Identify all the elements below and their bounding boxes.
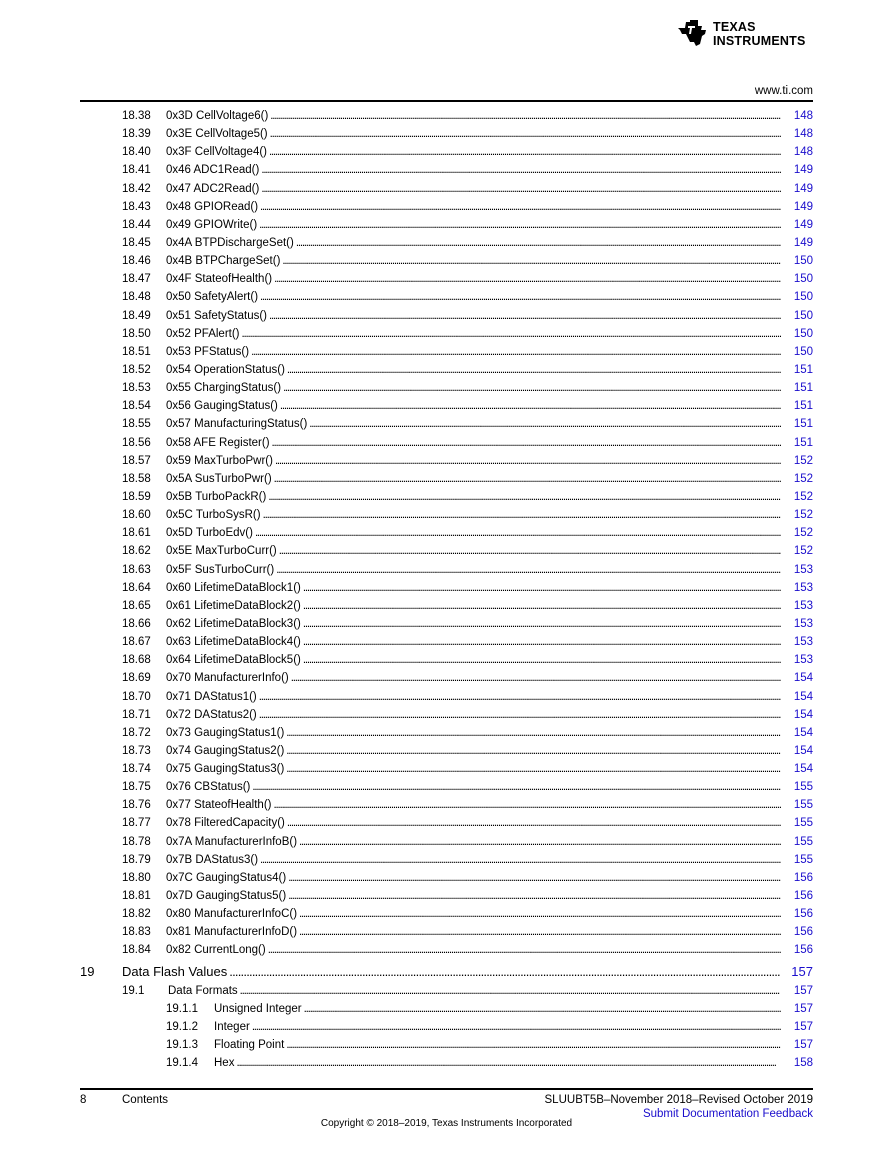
toc-entry-title: 0x5C TurboSysR() bbox=[166, 509, 261, 522]
toc-entry-number: 18.70 bbox=[122, 690, 151, 703]
toc-page-link[interactable]: 148 bbox=[793, 128, 813, 141]
toc-leader-dots bbox=[251, 343, 781, 361]
toc-page-link[interactable]: 153 bbox=[793, 617, 813, 630]
toc-leader-dots bbox=[270, 107, 781, 125]
toc-page-link[interactable]: 157 bbox=[791, 963, 813, 979]
toc-page-link[interactable]: 157 bbox=[793, 1039, 813, 1052]
toc-entry[interactable] bbox=[80, 524, 813, 542]
toc-leader-dots bbox=[287, 814, 781, 832]
toc-page-link[interactable]: 157 bbox=[793, 984, 813, 997]
toc-page-link[interactable]: 156 bbox=[793, 890, 813, 903]
toc-leader-dots bbox=[261, 161, 781, 179]
toc-entry[interactable] bbox=[80, 905, 813, 923]
toc-leader-dots bbox=[268, 488, 781, 506]
toc-leader-dots bbox=[269, 143, 781, 161]
toc-entry-number: 18.72 bbox=[122, 726, 151, 739]
toc-entry-title: 0x70 ManufacturerInfo() bbox=[166, 672, 289, 685]
toc-entry-number: 18.83 bbox=[122, 926, 151, 939]
toc-page-link[interactable]: 152 bbox=[793, 527, 813, 540]
toc-leader-dots bbox=[259, 216, 781, 234]
toc-entry-title: 0x50 SafetyAlert() bbox=[166, 291, 259, 304]
toc-leader-dots bbox=[288, 869, 781, 887]
toc-entry[interactable] bbox=[80, 198, 813, 216]
toc-page-link[interactable]: 151 bbox=[793, 382, 813, 395]
toc-subsection-entry[interactable] bbox=[80, 982, 813, 1000]
toc-entry-number: 18.39 bbox=[122, 128, 151, 141]
toc-leader-dots bbox=[280, 397, 781, 415]
toc-entry[interactable] bbox=[80, 1054, 813, 1072]
toc-entry-number: 18.74 bbox=[122, 763, 151, 776]
toc-entry[interactable] bbox=[80, 633, 813, 651]
toc-entry[interactable] bbox=[80, 180, 813, 198]
toc-entry-number: 18.76 bbox=[122, 799, 151, 812]
toc-entry[interactable] bbox=[80, 869, 813, 887]
toc-page-link[interactable]: 151 bbox=[793, 418, 813, 431]
toc-entry-number: 18.73 bbox=[122, 744, 151, 757]
toc-page-link[interactable]: 151 bbox=[793, 436, 813, 449]
toc-page-link[interactable]: 152 bbox=[793, 454, 813, 467]
toc-page-link[interactable]: 150 bbox=[793, 327, 813, 340]
toc-entry-title: Hex bbox=[214, 1057, 235, 1070]
toc-entry-title: 0x58 AFE Register() bbox=[166, 436, 270, 449]
toc-entry[interactable] bbox=[80, 125, 813, 143]
toc-leader-dots bbox=[268, 941, 781, 959]
toc-entry-number: 18.64 bbox=[122, 581, 151, 594]
toc-leader-dots bbox=[263, 506, 781, 524]
footer-divider bbox=[80, 1088, 813, 1090]
toc-leader-dots bbox=[269, 307, 781, 325]
toc-entry-number: 18.40 bbox=[122, 146, 151, 159]
toc-page-link[interactable]: 155 bbox=[793, 853, 813, 866]
toc-page-link[interactable]: 154 bbox=[793, 726, 813, 739]
toc-entry-title: 0x73 GaugingStatus1() bbox=[166, 726, 285, 739]
toc-entry-title: 0x4F StateofHealth() bbox=[166, 273, 273, 286]
toc-entry[interactable] bbox=[80, 143, 813, 161]
toc-entry[interactable] bbox=[80, 216, 813, 234]
toc-leader-dots bbox=[291, 669, 781, 687]
toc-entry-number: 18.80 bbox=[122, 871, 151, 884]
toc-entry-title: 0x4B BTPChargeSet() bbox=[166, 255, 281, 268]
toc-entry[interactable] bbox=[80, 597, 813, 615]
toc-entry-number: 18.48 bbox=[122, 291, 151, 304]
toc-leader-dots bbox=[260, 851, 781, 869]
toc-entry[interactable] bbox=[80, 760, 813, 778]
toc-entry-title: 0x81 ManufacturerInfoD() bbox=[166, 926, 298, 939]
toc-page-link[interactable]: 153 bbox=[793, 654, 813, 667]
toc-entry-number: 18.62 bbox=[122, 545, 151, 558]
toc-entry-number: 18.84 bbox=[122, 944, 151, 957]
toc-entry-number: 18.46 bbox=[122, 255, 151, 268]
toc-leader-dots bbox=[236, 1054, 781, 1072]
toc-entry[interactable] bbox=[80, 107, 813, 125]
toc-entry-number: 18.44 bbox=[122, 218, 151, 231]
toc-entry-title: 0x76 CBStatus() bbox=[166, 781, 251, 794]
toc-page-link[interactable]: 155 bbox=[793, 781, 813, 794]
toc-entry-title: 0x3E CellVoltage5() bbox=[166, 128, 268, 141]
toc-entry-title: 0x5E MaxTurboCurr() bbox=[166, 545, 277, 558]
toc-entry[interactable] bbox=[80, 307, 813, 325]
footer-section-name: Contents bbox=[122, 1094, 169, 1106]
toc-page-link[interactable]: 149 bbox=[793, 200, 813, 213]
toc-leader-dots bbox=[273, 796, 781, 814]
toc-leader-dots bbox=[272, 434, 781, 452]
toc-entry-title: 0x7C GaugingStatus4() bbox=[166, 871, 287, 884]
toc-entry-title: 0x74 GaugingStatus2() bbox=[166, 744, 285, 757]
toc-entry-number: 18.75 bbox=[122, 781, 151, 794]
toc-page-link[interactable]: 156 bbox=[793, 926, 813, 939]
toc-entry-number: 18.54 bbox=[122, 400, 151, 413]
toc-entry[interactable] bbox=[80, 615, 813, 633]
toc-page-link[interactable]: 149 bbox=[793, 182, 813, 195]
toc-entry-number: 18.57 bbox=[122, 454, 151, 467]
toc-entry[interactable] bbox=[80, 270, 813, 288]
toc-entry[interactable] bbox=[80, 379, 813, 397]
toc-entry-title: 0x5B TurboPackR() bbox=[166, 490, 267, 503]
toc-entry-number: 18.59 bbox=[122, 490, 151, 503]
toc-leader-dots bbox=[303, 651, 781, 669]
toc-entry-number: 18.61 bbox=[122, 527, 151, 540]
toc-page-link[interactable]: 154 bbox=[793, 690, 813, 703]
toc-entry-title: 0x62 LifetimeDataBlock3() bbox=[166, 617, 301, 630]
toc-leader-dots bbox=[242, 325, 782, 343]
toc-entry-number: 18.53 bbox=[122, 382, 151, 395]
toc-leader-dots bbox=[303, 615, 781, 633]
toc-page-link[interactable]: 150 bbox=[793, 273, 813, 286]
toc-entry-title: Data Flash Values bbox=[122, 963, 228, 979]
toc-entry-title: 0x75 GaugingStatus3() bbox=[166, 763, 285, 776]
toc-entry-title: 0x71 DAStatus1() bbox=[166, 690, 257, 703]
toc-page-link[interactable]: 158 bbox=[793, 1057, 813, 1070]
toc-entry-title: 0x54 OperationStatus() bbox=[166, 363, 285, 376]
toc-entry-number: 18.68 bbox=[122, 654, 151, 667]
toc-entry-title: 0x4A BTPDischargeSet() bbox=[166, 236, 294, 249]
toc-leader-dots bbox=[240, 982, 781, 1000]
toc-entry[interactable] bbox=[80, 669, 813, 687]
toc-page-link[interactable]: 150 bbox=[793, 309, 813, 322]
toc-entry-number: 19.1.3 bbox=[166, 1039, 198, 1052]
toc-entry[interactable] bbox=[80, 887, 813, 905]
toc-entry[interactable] bbox=[80, 361, 813, 379]
toc-entry-number: 18.71 bbox=[122, 708, 151, 721]
toc-entry-number: 18.60 bbox=[122, 509, 151, 522]
toc-leader-dots bbox=[283, 379, 781, 397]
toc-page-link[interactable]: 154 bbox=[793, 763, 813, 776]
toc-page-link[interactable]: 154 bbox=[793, 708, 813, 721]
toc-entry[interactable] bbox=[80, 851, 813, 869]
toc-subsubsection-entries bbox=[80, 1000, 813, 1073]
toc-entry-number: 18.69 bbox=[122, 672, 151, 685]
table-of-contents bbox=[80, 107, 813, 1072]
toc-entry-title: 0x5F SusTurboCurr() bbox=[166, 563, 275, 576]
toc-page-link[interactable]: 149 bbox=[793, 218, 813, 231]
toc-leader-dots bbox=[252, 1018, 781, 1036]
toc-leader-dots bbox=[260, 288, 781, 306]
toc-entry[interactable] bbox=[80, 488, 813, 506]
toc-leader-dots bbox=[286, 1036, 781, 1054]
toc-page-link[interactable]: 153 bbox=[793, 636, 813, 649]
toc-leader-dots bbox=[296, 234, 781, 252]
toc-entry-title: Unsigned Integer bbox=[214, 1002, 302, 1015]
toc-page-link[interactable]: 150 bbox=[793, 345, 813, 358]
toc-leader-dots bbox=[282, 252, 781, 270]
toc-leader-dots bbox=[303, 633, 781, 651]
toc-entry-title: 0x64 LifetimeDataBlock5() bbox=[166, 654, 301, 667]
toc-entry-title: 0x72 DAStatus2() bbox=[166, 708, 257, 721]
toc-entry[interactable] bbox=[80, 1000, 813, 1018]
toc-entry-number: 18.49 bbox=[122, 309, 151, 322]
toc-entry[interactable] bbox=[80, 542, 813, 560]
toc-leader-dots bbox=[299, 833, 781, 851]
toc-entry-title: 0x63 LifetimeDataBlock4() bbox=[166, 636, 301, 649]
toc-leader-dots bbox=[286, 724, 781, 742]
toc-entry[interactable] bbox=[80, 470, 813, 488]
toc-leader-dots bbox=[287, 361, 781, 379]
toc-leader-dots bbox=[274, 270, 781, 288]
toc-entry-title: 0x80 ManufacturerInfoC() bbox=[166, 908, 298, 921]
toc-page-link[interactable]: 154 bbox=[793, 672, 813, 685]
toc-entry-number: 18.56 bbox=[122, 436, 151, 449]
toc-entry[interactable] bbox=[80, 1036, 813, 1054]
toc-entry-number: 18.55 bbox=[122, 418, 151, 431]
toc-entry-title: 0x56 GaugingStatus() bbox=[166, 400, 278, 413]
toc-leader-dots bbox=[279, 542, 781, 560]
toc-entry-number: 18.58 bbox=[122, 472, 151, 485]
toc-entry-number: 18.45 bbox=[122, 236, 151, 249]
toc-entry[interactable] bbox=[80, 778, 813, 796]
toc-leader-dots bbox=[260, 198, 781, 216]
toc-entry-number: 18.42 bbox=[122, 182, 151, 195]
toc-entry[interactable] bbox=[80, 452, 813, 470]
toc-entry-number: 18.43 bbox=[122, 200, 151, 213]
toc-entry[interactable] bbox=[80, 941, 813, 959]
toc-page-link[interactable]: 149 bbox=[793, 164, 813, 177]
toc-leader-dots bbox=[259, 688, 781, 706]
toc-entry-title: 0x59 MaxTurboPwr() bbox=[166, 454, 273, 467]
toc-entry-title: 0x3F CellVoltage4() bbox=[166, 146, 267, 159]
toc-leader-dots bbox=[229, 962, 781, 982]
toc-entry-number: 18.79 bbox=[122, 853, 151, 866]
toc-entries bbox=[80, 107, 813, 960]
toc-entry-number: 18.47 bbox=[122, 273, 151, 286]
toc-entry[interactable] bbox=[80, 706, 813, 724]
toc-entry-title: 0x77 StateofHealth() bbox=[166, 799, 272, 812]
toc-page-link[interactable]: 151 bbox=[793, 400, 813, 413]
toc-leader-dots bbox=[299, 923, 781, 941]
toc-leader-dots bbox=[259, 706, 781, 724]
toc-entry-number: 19.1.1 bbox=[166, 1002, 198, 1015]
toc-leader-dots bbox=[252, 778, 781, 796]
toc-entry[interactable] bbox=[80, 234, 813, 252]
toc-entry[interactable] bbox=[80, 434, 813, 452]
toc-entry[interactable] bbox=[80, 833, 813, 851]
toc-entry-number: 18.82 bbox=[122, 908, 151, 921]
submit-feedback-link[interactable]: Submit Documentation Feedback bbox=[642, 1108, 813, 1120]
toc-entry-number: 18.78 bbox=[122, 835, 151, 848]
toc-page-link[interactable]: 152 bbox=[793, 472, 813, 485]
toc-page-link[interactable]: 153 bbox=[793, 563, 813, 576]
toc-entry-number: 18.67 bbox=[122, 636, 151, 649]
toc-entry-title: 0x51 SafetyStatus() bbox=[166, 309, 267, 322]
toc-entry[interactable] bbox=[80, 252, 813, 270]
toc-page-link[interactable]: 155 bbox=[793, 817, 813, 830]
toc-leader-dots bbox=[288, 887, 781, 905]
toc-leader-dots bbox=[270, 125, 781, 143]
toc-page-link[interactable]: 155 bbox=[793, 799, 813, 812]
toc-entry-title: 0x7A ManufacturerInfoB() bbox=[166, 835, 298, 848]
toc-entry-title: 0x3D CellVoltage6() bbox=[166, 110, 269, 122]
toc-entry[interactable] bbox=[80, 651, 813, 669]
toc-entry[interactable] bbox=[80, 814, 813, 832]
toc-page-link[interactable]: 148 bbox=[793, 146, 813, 159]
toc-entry[interactable] bbox=[80, 724, 813, 742]
toc-page-link[interactable]: 157 bbox=[793, 1002, 813, 1015]
toc-entry-title: 0x47 ADC2Read() bbox=[166, 182, 260, 195]
toc-entry-title: 0x48 GPIORead() bbox=[166, 200, 259, 213]
ti-logo bbox=[676, 18, 816, 50]
toc-entry[interactable] bbox=[80, 688, 813, 706]
toc-entry-title: 0x46 ADC1Read() bbox=[166, 164, 260, 177]
toc-entry[interactable] bbox=[80, 1018, 813, 1036]
toc-entry-title: 0x5A SusTurboPwr() bbox=[166, 472, 272, 485]
toc-leader-dots bbox=[309, 415, 781, 433]
toc-leader-dots bbox=[303, 579, 781, 597]
toc-page-link[interactable]: 156 bbox=[793, 908, 813, 921]
toc-page-link[interactable]: 156 bbox=[793, 871, 813, 884]
toc-entry-number: 18.41 bbox=[122, 164, 151, 177]
toc-entry[interactable] bbox=[80, 796, 813, 814]
toc-entry-number: 18.81 bbox=[122, 890, 151, 903]
toc-page-link[interactable]: 156 bbox=[793, 944, 813, 957]
footer-copyright: Copyright © 2018–2019, Texas Instruments Incorporated bbox=[320, 1118, 573, 1129]
logo-text-instruments: INSTRUMENTS bbox=[713, 34, 806, 48]
footer-document-info: SLUUBT5B–November 2018–Revised October 2019 bbox=[544, 1094, 813, 1106]
toc-leader-dots bbox=[303, 597, 781, 615]
toc-entry-title: Integer bbox=[214, 1020, 250, 1033]
toc-page-link[interactable]: 153 bbox=[793, 581, 813, 594]
toc-entry[interactable] bbox=[80, 343, 813, 361]
toc-entry-number: 19.1 bbox=[122, 984, 145, 997]
toc-page-link[interactable]: 150 bbox=[793, 255, 813, 268]
toc-leader-dots bbox=[286, 742, 781, 760]
toc-leader-dots bbox=[299, 905, 781, 923]
toc-leader-dots bbox=[261, 180, 781, 198]
toc-entry-number: 18.77 bbox=[122, 817, 151, 830]
header-url[interactable]: www.ti.com bbox=[754, 85, 813, 97]
toc-page-link[interactable]: 153 bbox=[793, 599, 813, 612]
toc-entry[interactable] bbox=[80, 742, 813, 760]
toc-entry-number: 18.65 bbox=[122, 599, 151, 612]
toc-entry-number: 18.63 bbox=[122, 563, 151, 576]
header-divider bbox=[80, 100, 813, 102]
toc-entry-number: 18.51 bbox=[122, 345, 151, 358]
toc-page-link[interactable]: 150 bbox=[793, 291, 813, 304]
toc-entry[interactable] bbox=[80, 579, 813, 597]
toc-entry-number: 18.52 bbox=[122, 363, 151, 376]
toc-entry-number: 18.50 bbox=[122, 327, 151, 340]
toc-entry[interactable] bbox=[80, 415, 813, 433]
toc-page-link[interactable]: 152 bbox=[793, 490, 813, 503]
toc-leader-dots bbox=[255, 524, 781, 542]
toc-entry-title: 0x61 LifetimeDataBlock2() bbox=[166, 599, 301, 612]
toc-leader-dots bbox=[304, 1000, 781, 1018]
toc-entry[interactable] bbox=[80, 506, 813, 524]
toc-page-link[interactable]: 151 bbox=[793, 363, 813, 376]
toc-entry[interactable] bbox=[80, 288, 813, 306]
toc-page-link[interactable]: 157 bbox=[793, 1020, 813, 1033]
toc-entry-title: 0x82 CurrentLong() bbox=[166, 944, 266, 957]
toc-entry-number: 19.1.4 bbox=[166, 1057, 198, 1070]
toc-page-link[interactable]: 149 bbox=[793, 236, 813, 249]
toc-entry-title: 0x55 ChargingStatus() bbox=[166, 382, 282, 395]
toc-page-link[interactable]: 155 bbox=[793, 835, 813, 848]
toc-entry-number: 19.1.2 bbox=[166, 1020, 198, 1033]
toc-leader-dots bbox=[274, 470, 781, 488]
toc-entry-title: 0x60 LifetimeDataBlock1() bbox=[166, 581, 301, 594]
footer-page-number: 8 bbox=[80, 1094, 87, 1106]
toc-entry-title: 0x49 GPIOWrite() bbox=[166, 218, 258, 231]
toc-entry[interactable] bbox=[80, 561, 813, 579]
toc-entry-title: 0x7B DAStatus3() bbox=[166, 853, 259, 866]
toc-entry[interactable] bbox=[80, 397, 813, 415]
toc-entry-number: 18.38 bbox=[122, 110, 151, 122]
toc-entry[interactable] bbox=[80, 923, 813, 941]
toc-entry-title: Data Formats bbox=[168, 984, 238, 997]
ti-logo-icon bbox=[676, 18, 710, 48]
logo-text-texas: TEXAS bbox=[713, 20, 756, 34]
toc-entry-number: 18.66 bbox=[122, 617, 151, 630]
toc-entry-title: 0x52 PFAlert() bbox=[166, 327, 240, 340]
toc-leader-dots bbox=[286, 760, 781, 778]
toc-entry[interactable] bbox=[80, 325, 813, 343]
toc-entry-title: 0x57 ManufacturingStatus() bbox=[166, 418, 308, 431]
toc-entry-title: 0x53 PFStatus() bbox=[166, 345, 250, 358]
toc-entry[interactable] bbox=[80, 161, 813, 179]
toc-entry-title: 0x78 FilteredCapacity() bbox=[166, 817, 285, 830]
toc-page-link[interactable]: 148 bbox=[793, 110, 813, 122]
toc-page-link[interactable]: 154 bbox=[793, 744, 813, 757]
toc-entry-title: Floating Point bbox=[214, 1039, 285, 1052]
toc-section-entry[interactable] bbox=[80, 962, 813, 982]
toc-entry-number: 19 bbox=[80, 963, 95, 979]
toc-leader-dots bbox=[275, 452, 781, 470]
toc-page-link[interactable]: 152 bbox=[793, 545, 813, 558]
toc-leader-dots bbox=[276, 561, 781, 579]
toc-entry-title: 0x7D GaugingStatus5() bbox=[166, 890, 287, 903]
toc-entry-title: 0x5D TurboEdv() bbox=[166, 527, 253, 540]
toc-page-link[interactable]: 152 bbox=[793, 509, 813, 522]
